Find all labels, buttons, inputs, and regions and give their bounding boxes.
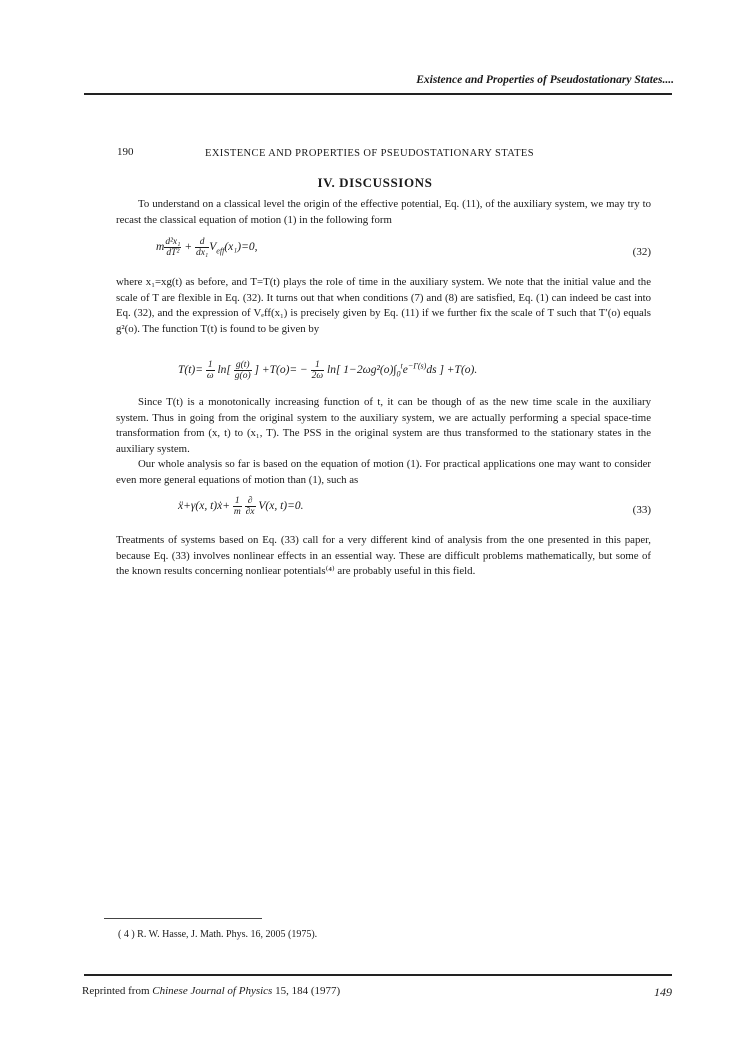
- header-rule: [84, 93, 672, 95]
- page-title: EXISTENCE AND PROPERTIES OF PSEUDOSTATIONARY STATES: [205, 148, 534, 159]
- reprint-prefix: Reprinted from: [82, 985, 153, 997]
- page-number: 190: [117, 146, 134, 158]
- paragraph-3: Since T(t) is a monotonically increasing function of t, it can be though of as the new time scale in the auxiliary system. Thus in going from the original system to the auxiliary system, we are actually performing a special space-time transformation from (x, t) to (x₁, T). The PSS in the original system are thus transformed to the stationary states in the auxiliary system.: [116, 396, 651, 455]
- footer-rule: [84, 974, 672, 976]
- journal-name: Chinese Journal of Physics: [152, 985, 273, 997]
- equation-T: T(t)= $\frac{1}{\omega}$ ln[ $\frac{g(t)}{g(o)}$ ] +T(o)= − $\frac{1}{2\omega}$ ln[ $1-2\omega g^2(o)\int_0^te^{-\Gamma(s)}ds$ ] +T(o).: [178, 360, 478, 381]
- equation-32: m $\frac{\text{d²x₁}}{\text{dT²}}$ + $\frac{d}{\text{dx₁}}$ $V_{eff}(x_1)=0$,: [156, 237, 258, 258]
- paragraph-4: Our whole analysis so far is based on the equation of motion (1). For practical applications one may want to consider even more general equations of motion than (1), such as: [116, 458, 651, 486]
- equation-33-number: (33): [632, 504, 651, 516]
- equation-33: ẍ+γ(x, t)ẋ+ $\frac{1}{m}$ $\frac{\partial}{\partial x}$ V(x, t)=0.: [178, 496, 304, 517]
- citation: 15, 184 (1977): [272, 985, 341, 997]
- paragraph-2: where x₁=xg(t) as before, and T=T(t) plays the role of time in the auxiliary system. We note that the initial value and the scale of T are flexible in Eq. (32). It turns out that when conditions (7) and (8) are satisfied, Eq. (1) can indeed be cast into Eq. (32), and the expression of Vₑff(x₁) is precisely given by Eq. (11) if we further fix the scale of T such that T′(o) equals g²(o). The function T(t) is found to be given by: [116, 276, 651, 335]
- paragraph-1: To understand on a classical level the origin of the effective potential, Eq. (11), of the auxiliary system, we may try to recast the classical equation of motion (1) in the following form: [116, 198, 651, 226]
- footer-page-number: 149: [654, 985, 672, 999]
- footnote: ( 4 ) R. W. Hasse, J. Math. Phys. 16, 2005 (1975).: [118, 929, 318, 940]
- paragraph-5: Treatments of systems based on Eq. (33) call for a very different kind of analysis from the one presented in this paper, because Eq. (33) involves nonlinear effects in an essential way. These are difficult problems mathematically, but some of the known results concerning nonliear potentials⁽⁴⁾ are probably useful in this field.: [116, 534, 651, 577]
- footnote-rule: [104, 918, 262, 919]
- section-title: IV. DISCUSSIONS: [317, 175, 433, 190]
- reprint-note: [82, 985, 340, 997]
- running-header: Existence and Properties of Pseudostationary States....: [416, 74, 674, 86]
- equation-32-number: (32): [632, 246, 651, 258]
